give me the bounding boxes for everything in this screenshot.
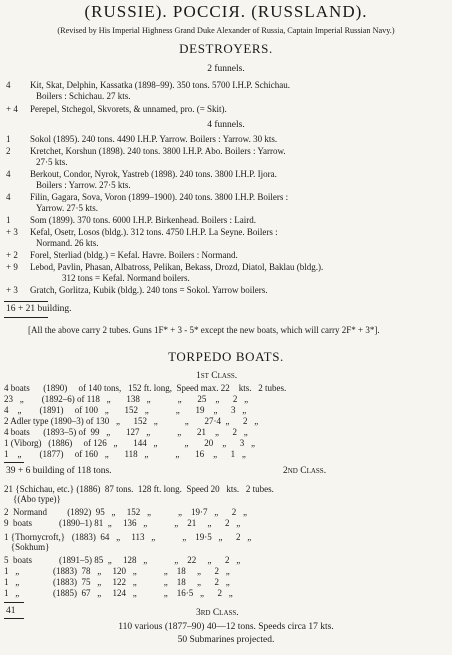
entry-line: Gratch, Gorlitza, Kubik (bldg.). 240 tons = Sokol. Yarrow boilers. (30, 285, 268, 295)
entry-count: + 3 (6, 227, 18, 237)
entry-count: + 9 (6, 262, 18, 272)
entry-count: 4 (6, 169, 11, 179)
third-class-line: 110 various (1877–90) 40—12 tons. Speeds circa 17 kts. (118, 622, 334, 632)
table-row: 9 boats (1890–1) 81 „ 136 „ „ 21 „ 2 „ (4, 518, 241, 528)
table-row: 1 {Thornycroft,} (1883) 64 „ 113 „ „ 19·5 „ 2 „ (4, 532, 252, 542)
entry-count: + 4 (6, 104, 18, 114)
entry-count: 4 (6, 192, 11, 202)
entry-count: 2 (6, 146, 11, 156)
divider (4, 317, 48, 318)
entry-line: Lebod, Pavlin, Phasan, Albatross, Pelikan, Bekass, Drozd, Diatol, Baklau (bldg.). (30, 262, 324, 272)
entry-count: 4 (6, 80, 11, 90)
third-class-label: 3rd Class. (196, 608, 239, 618)
table-row: {(Abo type)} (4, 494, 61, 504)
divider (4, 301, 48, 302)
table-row: 23 „ (1892–6) of 118 „ 138 „ „ 25 „ 2 „ (4, 394, 249, 404)
table-row: 2 Adler type (1890–3) of 130 „ 152 „ „ 27·4 „ 2 „ (4, 416, 259, 426)
destroyers-heading: DESTROYERS. (179, 41, 273, 56)
entry-line: Yarrow. 27·5 kts. (36, 203, 99, 213)
entry-line: 27·5 kts. (36, 157, 68, 167)
table-row: 1 „ (1877) of 160 „ 118 „ „ 16 „ 1 „ (4, 449, 246, 459)
table-row: 2 Normand (1892) 95 „ 152 „ „ 19·7 „ 2 „ (4, 507, 247, 517)
entry-line: Sokol (1895). 240 tons. 4490 I.H.P. Yarrow. Boilers : Yarrow. 30 kts. (30, 134, 278, 144)
entry-count: 1 (6, 215, 11, 225)
entry-line: Boilers : Schichau. 27 kts. (36, 91, 131, 101)
table-row: 4 „ (1891) of 100 „ 152 „ „ 19 „ 3 „ (4, 405, 247, 415)
table-row: 1 (Viborg) (1886) of 126 „ 144 „ „ 20 „ 3 „ (4, 438, 256, 448)
armament-note: [All the above carry 2 tubes. Guns 1F* + 3 - 5* except the new boats, which will carry 2F* + 3*]. (28, 325, 380, 335)
first-class-label: 1st Class. (196, 371, 238, 381)
table-row: 4 boats (1893–5) of 99 „ 127 „ „ 21 „ 2 „ (4, 427, 248, 437)
divider (4, 602, 24, 603)
table-row: 1 „ (1883) 78 „ 120 „ „ 18 „ 2 „ (4, 566, 230, 576)
table-row: 1 „ (1885) 67 „ 124 „ „ 16·5 „ 2 „ (4, 588, 233, 598)
entry-line: Normand. 26 kts. (36, 238, 99, 248)
first-class-total: 39 + 6 building of 118 tons. (6, 466, 112, 476)
revision-note: (Revised by His Imperial Highness Grand Duke Alexander of Russia, Captain Imperial Russian Navy.) (57, 26, 395, 35)
entry-line: Forel, Sterliad (bldg.) = Kefal. Havre. Boilers : Normand. (30, 250, 238, 260)
submarines-line: 50 Submarines projected. (177, 635, 275, 645)
divider (4, 618, 24, 619)
page-title: (RUSSIE). РОССIЯ. (RUSSLAND). (84, 2, 368, 21)
entry-line: Som (1899). 370 tons. 6000 I.H.P. Birkenhead. Boilers : Laird. (30, 215, 256, 225)
table-row: 4 boats (1890) of 140 tons, 152 ft. long, Speed max. 22 kts. 2 tubes. (4, 383, 287, 393)
entry-line: Kit, Skat, Delphin, Kassatka (1898–99). 350 tons. 5700 I.H.P. Schichau. (30, 80, 290, 90)
entry-line: Boilers : Yarrow. 27·5 kts. (36, 180, 131, 190)
entry-count: + 2 (6, 250, 18, 260)
table-row: 21 {Schichau, etc.} (1886) 87 tons. 128 ft. long. Speed 20 kts. 2 tubes. (4, 484, 274, 494)
entry-count: + 3 (6, 285, 18, 295)
destroyers-total: 16 + 21 building. (6, 304, 72, 314)
entry-line: Kretchet, Korshun (1898). 240 tons. 3800 I.H.P. Abo. Boilers : Yarrow. (30, 146, 286, 156)
entry-line: 312 tons = Kefal. Normand boilers. (62, 273, 190, 283)
torpedo-boats-heading: TORPEDO BOATS. (168, 349, 284, 364)
divider (4, 462, 24, 463)
table-row: 5 boats (1891–5) 85 „ 128 „ „ 22 „ 2 „ (4, 555, 241, 565)
table-row: {Sokhum} (4, 542, 50, 552)
second-class-label: 2nd Class. (283, 466, 327, 476)
four-funnels-label: 4 funnels. (207, 120, 245, 130)
table-row: 1 „ (1883) 75 „ 122 „ „ 18 „ 2 „ (4, 577, 230, 587)
entry-count: 1 (6, 134, 11, 144)
second-class-total: 41 (6, 606, 16, 616)
entry-line: Kefal, Osetr, Losos (bldg.). 312 tons. 4750 I.H.P. La Seyne. Boilers : (30, 227, 278, 237)
entry-line: Perepel, Stchegol, Skvorets, & unnamed, pro. (= Skit). (30, 104, 227, 114)
entry-line: Berkout, Condor, Nyrok, Yastreb (1898). 240 tons. 3800 I.H.P. Ijora. (30, 169, 277, 179)
entry-line: Filin, Gagara, Sova, Voron (1899–1900). 240 tons. 3800 I.H.P. Boilers : (30, 192, 289, 202)
two-funnels-label: 2 funnels. (207, 64, 245, 74)
